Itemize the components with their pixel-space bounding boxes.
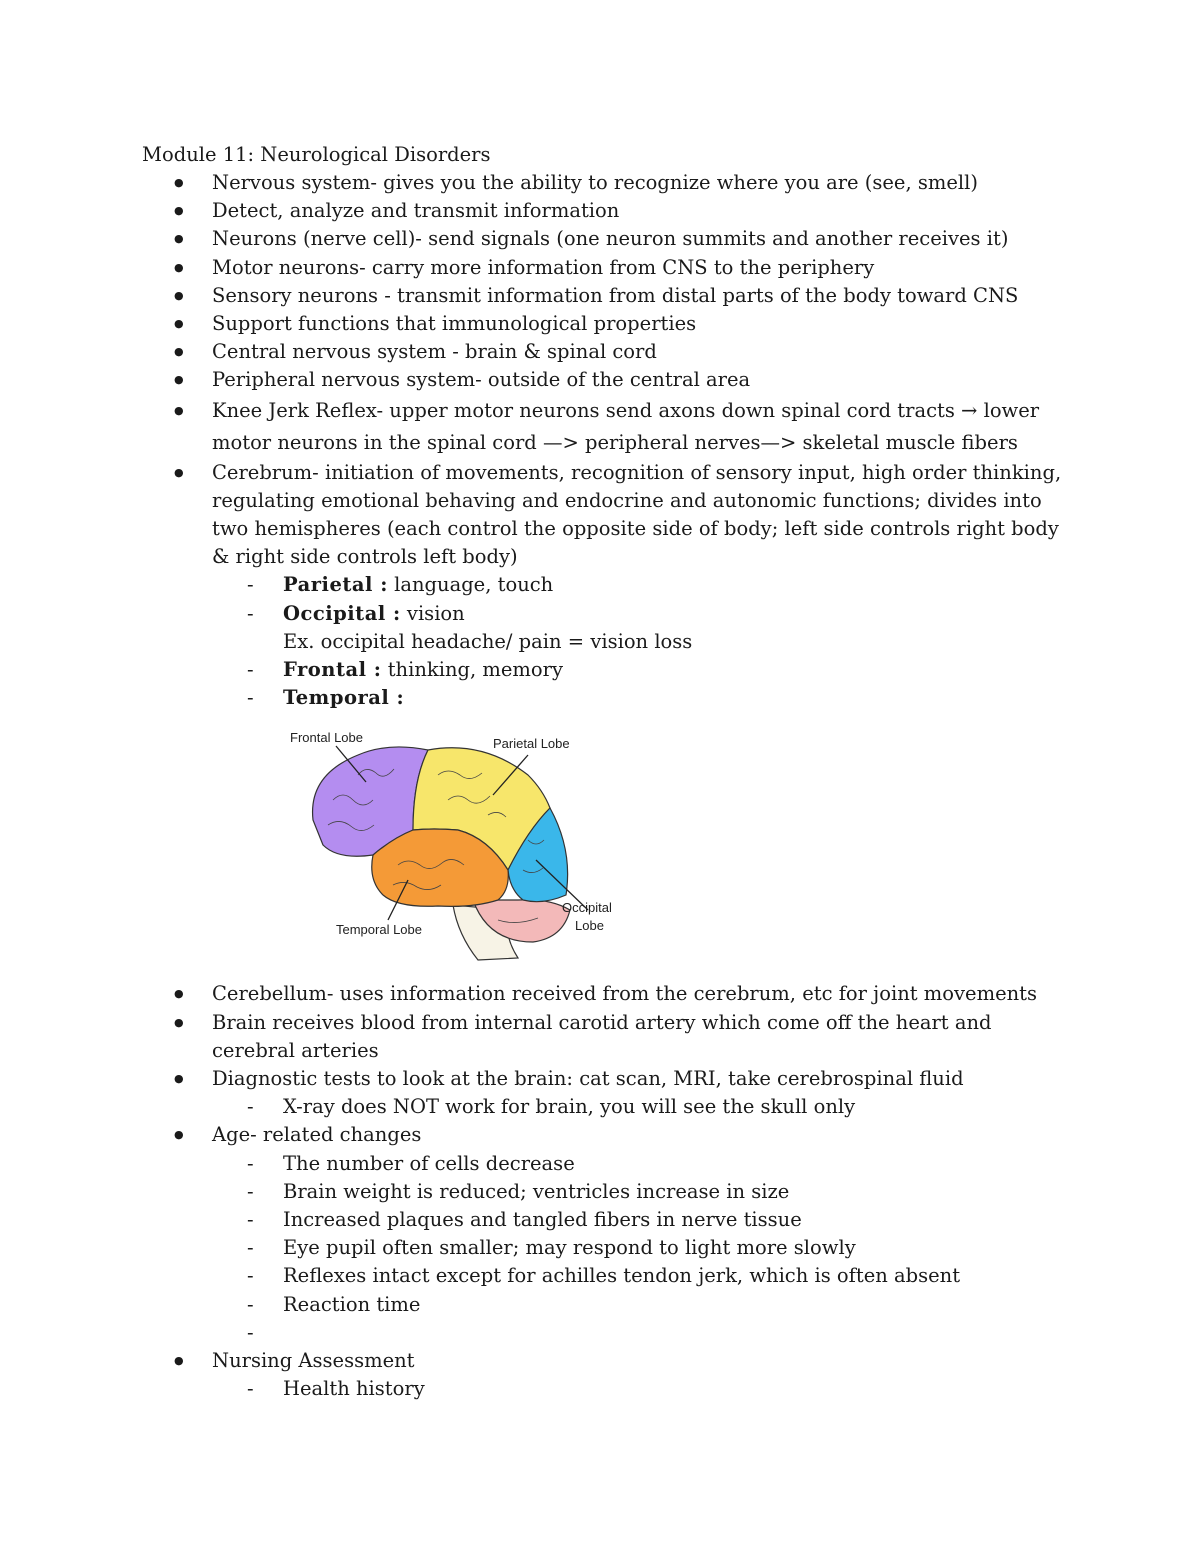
sub-item-example: Ex. occipital headache/ pain = vision loss xyxy=(283,629,693,653)
lobe-desc: language, touch xyxy=(387,573,554,597)
frontal-lobe-label: Frontal Lobe xyxy=(290,730,363,746)
list-item: ● Central nervous system - brain & spinal cord xyxy=(0,338,1072,366)
list-item-cerebrum xyxy=(0,459,1072,971)
cerebrum-text: Cerebrum- initiation of movements, recognition of sensory input, high order thinking, regulating emotional behaving and endocrine and autonomic functions; divides into two hemispheres (each control the opposite side of body; left side controls right body & right side controls left body) xyxy=(212,460,1062,569)
page-title: Module 11: Neurological Disorders xyxy=(142,143,491,166)
lobe-name: Parietal : xyxy=(283,573,388,597)
brain-diagram xyxy=(288,720,638,970)
list-item: ● Nervous system- gives you the ability to recognize where you are (see, smell) xyxy=(0,169,1072,197)
sub-item: - Eye pupil often smaller; may respond to light more slowly xyxy=(0,1234,1072,1262)
sub-item: - The number of cells decrease xyxy=(0,1150,1072,1178)
list-item-nursing xyxy=(0,1347,1072,1403)
sub-item: - Reflexes intact except for achilles tendon jerk, which is often absent xyxy=(0,1262,1072,1290)
lobe-name: Frontal : xyxy=(283,658,382,682)
sub-item: - Health history xyxy=(0,1375,1072,1403)
sub-item: - Brain weight is reduced; ventricles increase in size xyxy=(0,1178,1072,1206)
lobe-desc: vision xyxy=(400,601,465,625)
list-item: ● Cerebellum- uses information received from the cerebrum, etc for joint movements xyxy=(0,980,1072,1008)
list-item: ● Sensory neurons - transmit information from distal parts of the body toward CNS xyxy=(0,282,1072,310)
lobe-name: Temporal : xyxy=(283,686,405,710)
sub-item: - Increased plaques and tangled fibers in nerve tissue xyxy=(0,1206,1072,1234)
nursing-text: Nursing Assessment xyxy=(212,1349,415,1373)
sub-item xyxy=(0,571,1072,599)
list-item: ● Motor neurons- carry more information from CNS to the periphery xyxy=(0,254,1072,282)
lobe-desc: thinking, memory xyxy=(381,658,563,682)
diagnostics-sublist xyxy=(212,1093,1072,1121)
sub-item-empty xyxy=(0,1319,1072,1347)
lobe-list xyxy=(212,571,1072,712)
list-item: ● Support functions that immunological properties xyxy=(0,310,1072,338)
list-item: ● Peripheral nervous system- outside of the central area xyxy=(0,366,1072,394)
list-item: ● Detect, analyze and transmit information xyxy=(0,197,1072,225)
list-item-diagnostics xyxy=(0,1065,1072,1121)
sub-item xyxy=(0,656,1072,684)
diagnostics-text: Diagnostic tests to look at the brain: cat scan, MRI, take cerebrospinal fluid xyxy=(212,1067,964,1091)
list-item: ● Knee Jerk Reflex- upper motor neurons send axons down spinal cord tracts → lower motor neurons in the spinal cord —> peripheral nerves—> skeletal muscle fibers xyxy=(0,395,1072,459)
list-item-age-changes xyxy=(0,1121,1072,1347)
list-item: ● Brain receives blood from internal carotid artery which come off the heart and cerebral arteries xyxy=(0,1009,1072,1065)
sub-item: - X-ray does NOT work for brain, you will see the skull only xyxy=(0,1093,1072,1121)
notes-list xyxy=(0,169,1200,1404)
list-item: ● Neurons (nerve cell)- send signals (one neuron summits and another receives it) xyxy=(0,225,1072,253)
sub-item: - Reaction time xyxy=(0,1291,1072,1319)
brain-diagram-svg xyxy=(288,720,638,970)
temporal-lobe-label: Temporal Lobe xyxy=(336,922,422,938)
age-changes-sublist xyxy=(212,1150,1072,1347)
sub-item xyxy=(0,684,1072,712)
occipital-lobe-label-line1: Occipital xyxy=(562,900,612,916)
age-changes-text: Age- related changes xyxy=(212,1123,422,1147)
occipital-lobe-label-line2: Lobe xyxy=(575,918,604,934)
nursing-sublist xyxy=(212,1375,1072,1403)
lobe-name: Occipital : xyxy=(283,601,401,625)
sub-item xyxy=(0,600,1072,628)
parietal-lobe-label: Parietal Lobe xyxy=(493,736,570,752)
